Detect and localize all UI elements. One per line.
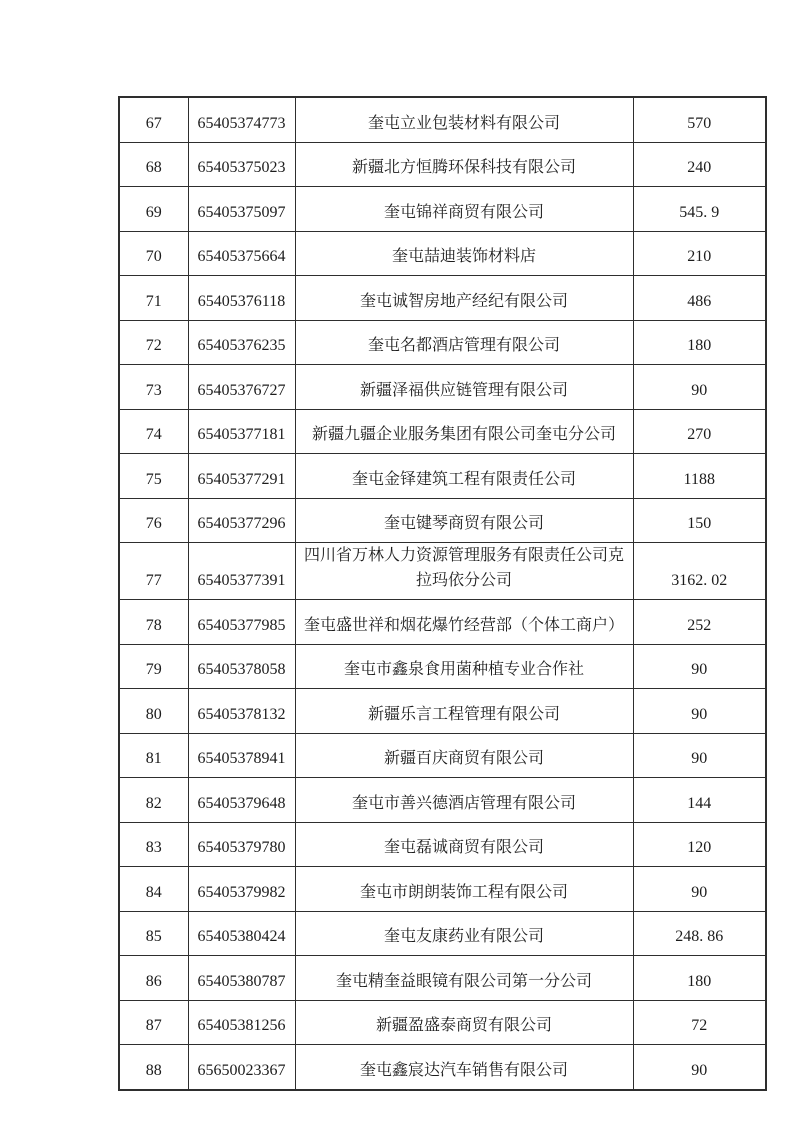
- table-row: [119, 543, 766, 600]
- cell-id: 65405375097: [188, 187, 295, 232]
- cell-id: 65405380787: [188, 956, 295, 1001]
- table-row: [119, 778, 766, 823]
- cell-value: 240: [633, 142, 766, 187]
- table-row: [119, 733, 766, 778]
- cell-seq: 87: [119, 1000, 188, 1045]
- cell-value: 90: [633, 365, 766, 410]
- cell-name: 新疆百庆商贸有限公司: [295, 733, 633, 778]
- cell-name: 奎屯键琴商贸有限公司: [295, 498, 633, 543]
- table-row: [119, 365, 766, 410]
- cell-seq: 81: [119, 733, 188, 778]
- cell-name: 新疆盈盛泰商贸有限公司: [295, 1000, 633, 1045]
- cell-id: 65405375023: [188, 142, 295, 187]
- cell-seq: 73: [119, 365, 188, 410]
- cell-name: 奎屯名都酒店管理有限公司: [295, 320, 633, 365]
- cell-name: 新疆北方恒腾环保科技有限公司: [295, 142, 633, 187]
- cell-value: 486: [633, 276, 766, 321]
- cell-name: 奎屯喆迪装饰材料店: [295, 231, 633, 276]
- table-row: [119, 276, 766, 321]
- cell-seq: 71: [119, 276, 188, 321]
- cell-name: 奎屯友康药业有限公司: [295, 911, 633, 956]
- table-row: [119, 911, 766, 956]
- cell-value: 90: [633, 867, 766, 912]
- company-table-body: [119, 97, 766, 1090]
- cell-seq: 76: [119, 498, 188, 543]
- cell-value: 90: [633, 644, 766, 689]
- cell-seq: 75: [119, 454, 188, 499]
- cell-seq: 78: [119, 600, 188, 645]
- cell-seq: 72: [119, 320, 188, 365]
- table-row: [119, 320, 766, 365]
- table-row: [119, 409, 766, 454]
- cell-name: 奎屯诚智房地产经纪有限公司: [295, 276, 633, 321]
- cell-seq: 77: [119, 543, 188, 600]
- cell-id: 65405375664: [188, 231, 295, 276]
- cell-value: 252: [633, 600, 766, 645]
- cell-name: 新疆泽福供应链管理有限公司: [295, 365, 633, 410]
- cell-id: 65405377296: [188, 498, 295, 543]
- cell-seq: 67: [119, 97, 188, 142]
- cell-value: 90: [633, 1045, 766, 1090]
- cell-name: 新疆乐言工程管理有限公司: [295, 689, 633, 734]
- cell-id: 65405376118: [188, 276, 295, 321]
- cell-value: 3162. 02: [633, 543, 766, 600]
- cell-value: 144: [633, 778, 766, 823]
- table-row: [119, 231, 766, 276]
- cell-id: 65405380424: [188, 911, 295, 956]
- cell-seq: 74: [119, 409, 188, 454]
- table-row: [119, 97, 766, 142]
- cell-name: 奎屯市善兴德酒店管理有限公司: [295, 778, 633, 823]
- cell-name: 奎屯金铎建筑工程有限责任公司: [295, 454, 633, 499]
- cell-value: 248. 86: [633, 911, 766, 956]
- cell-seq: 86: [119, 956, 188, 1001]
- cell-seq: 82: [119, 778, 188, 823]
- cell-id: 65405381256: [188, 1000, 295, 1045]
- cell-value: 545. 9: [633, 187, 766, 232]
- cell-value: 72: [633, 1000, 766, 1045]
- cell-value: 270: [633, 409, 766, 454]
- cell-value: 90: [633, 733, 766, 778]
- cell-seq: 68: [119, 142, 188, 187]
- cell-id: 65405377291: [188, 454, 295, 499]
- cell-name: 奎屯精奎益眼镜有限公司第一分公司: [295, 956, 633, 1001]
- table-row: [119, 956, 766, 1001]
- table-row: [119, 498, 766, 543]
- cell-name: 奎屯磊诚商贸有限公司: [295, 822, 633, 867]
- cell-value: 570: [633, 97, 766, 142]
- cell-name: 奎屯盛世祥和烟花爆竹经营部（个体工商户）: [295, 600, 633, 645]
- table-row: [119, 600, 766, 645]
- cell-name: 奎屯立业包装材料有限公司: [295, 97, 633, 142]
- cell-value: 150: [633, 498, 766, 543]
- cell-id: 65405377391: [188, 543, 295, 600]
- cell-seq: 69: [119, 187, 188, 232]
- cell-id: 65405374773: [188, 97, 295, 142]
- table-row: [119, 1045, 766, 1090]
- company-table: [118, 96, 767, 1091]
- cell-id: 65405379982: [188, 867, 295, 912]
- cell-seq: 85: [119, 911, 188, 956]
- cell-id: 65405377181: [188, 409, 295, 454]
- cell-id: 65405378058: [188, 644, 295, 689]
- cell-id: 65405377985: [188, 600, 295, 645]
- table-row: [119, 689, 766, 734]
- cell-value: 1188: [633, 454, 766, 499]
- table-row: [119, 644, 766, 689]
- table-row: [119, 867, 766, 912]
- cell-seq: 70: [119, 231, 188, 276]
- table-row: [119, 822, 766, 867]
- cell-name: 四川省万林人力资源管理服务有限责任公司克拉玛依分公司: [295, 543, 633, 600]
- cell-id: 65405378132: [188, 689, 295, 734]
- cell-seq: 80: [119, 689, 188, 734]
- cell-seq: 79: [119, 644, 188, 689]
- cell-name: 新疆九疆企业服务集团有限公司奎屯分公司: [295, 409, 633, 454]
- table-row: [119, 187, 766, 232]
- table-row: [119, 142, 766, 187]
- cell-id: 65650023367: [188, 1045, 295, 1090]
- cell-value: 180: [633, 956, 766, 1001]
- cell-id: 65405378941: [188, 733, 295, 778]
- cell-name: 奎屯鑫宸达汽车销售有限公司: [295, 1045, 633, 1090]
- cell-name: 奎屯市鑫泉食用菌种植专业合作社: [295, 644, 633, 689]
- table-row: [119, 454, 766, 499]
- cell-value: 90: [633, 689, 766, 734]
- cell-seq: 84: [119, 867, 188, 912]
- cell-id: 65405379780: [188, 822, 295, 867]
- cell-id: 65405379648: [188, 778, 295, 823]
- cell-value: 210: [633, 231, 766, 276]
- cell-seq: 88: [119, 1045, 188, 1090]
- cell-value: 120: [633, 822, 766, 867]
- cell-id: 65405376235: [188, 320, 295, 365]
- cell-seq: 83: [119, 822, 188, 867]
- cell-value: 180: [633, 320, 766, 365]
- cell-id: 65405376727: [188, 365, 295, 410]
- cell-name: 奎屯市朗朗装饰工程有限公司: [295, 867, 633, 912]
- cell-name: 奎屯锦祥商贸有限公司: [295, 187, 633, 232]
- table-row: [119, 1000, 766, 1045]
